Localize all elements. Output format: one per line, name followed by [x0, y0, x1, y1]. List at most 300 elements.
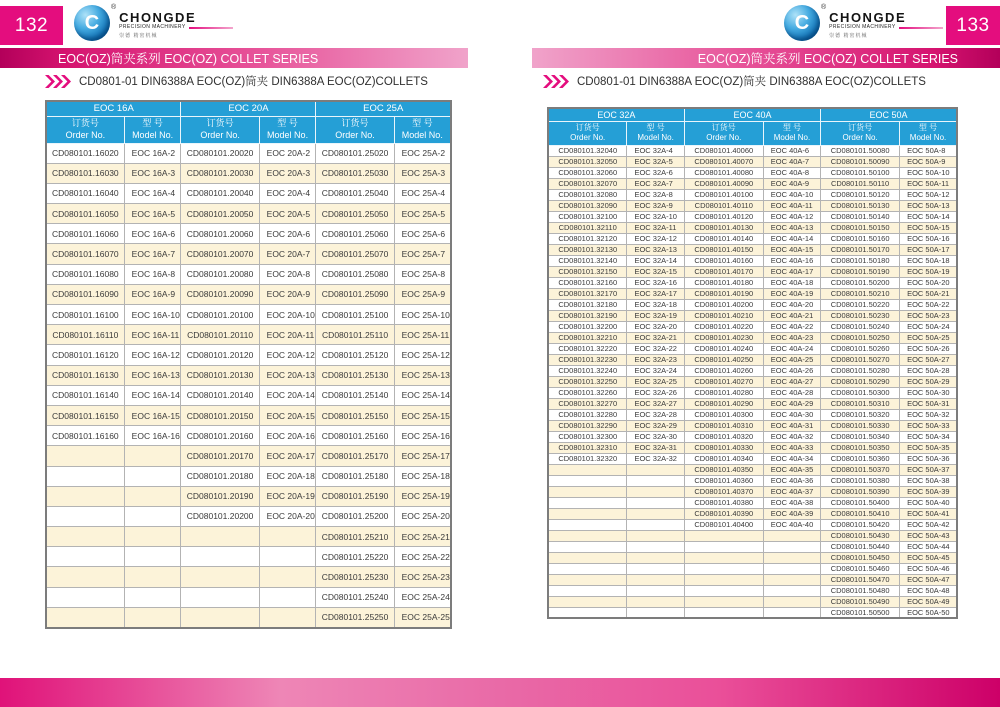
order-no-cell: CD080101.32070 [548, 178, 627, 189]
table-row [548, 332, 957, 343]
order-no-cell: CD080101.40380 [684, 497, 763, 508]
model-no-cell: EOC 16A-3 [124, 163, 181, 183]
order-no-cell: CD080101.50370 [821, 464, 900, 475]
order-no-cell: CD080101.50320 [821, 409, 900, 420]
order-no-cell: CD080101.50090 [821, 156, 900, 167]
order-no-cell: CD080101.40090 [684, 178, 763, 189]
order-no-cell: CD080101.32230 [548, 354, 627, 365]
model-column-header: 型 号 Model No. [627, 121, 684, 145]
order-no-cell: CD080101.20030 [181, 163, 259, 183]
logo-monogram: C [794, 11, 810, 34]
order-no-cell: CD080101.50480 [821, 585, 900, 596]
model-no-cell: EOC 50A-18 [900, 255, 957, 266]
model-no-cell: EOC 40A-21 [763, 310, 820, 321]
table-row [548, 453, 957, 464]
model-no-cell: EOC 32A-29 [627, 420, 684, 431]
order-no-cell: CD080101.20060 [181, 224, 259, 244]
model-no-cell [627, 508, 684, 519]
table-row [548, 365, 957, 376]
order-no-cell: CD080101.40210 [684, 310, 763, 321]
model-no-cell [627, 541, 684, 552]
table-row [548, 189, 957, 200]
model-no-cell: EOC 20A-13 [259, 365, 316, 385]
order-no-cell [684, 596, 763, 607]
model-no-cell: EOC 25A-18 [394, 466, 451, 486]
model-no-cell: EOC 50A-37 [900, 464, 957, 475]
order-no-cell: CD080101.50260 [821, 343, 900, 354]
model-no-cell: EOC 40A-24 [763, 343, 820, 354]
order-no-cell: CD080101.40110 [684, 200, 763, 211]
model-no-cell: EOC 25A-19 [394, 486, 451, 506]
model-no-cell: EOC 25A-12 [394, 345, 451, 365]
model-no-cell: EOC 20A-7 [259, 244, 316, 264]
order-no-cell [548, 497, 627, 508]
model-no-cell: EOC 40A-14 [763, 233, 820, 244]
table-row [548, 255, 957, 266]
order-no-cell: CD080101.32130 [548, 244, 627, 255]
collet-table [45, 100, 452, 629]
model-no-cell: EOC 25A-13 [394, 365, 451, 385]
order-no-cell: CD080101.50140 [821, 211, 900, 222]
table-row [46, 305, 451, 325]
order-no-cell: CD080101.50440 [821, 541, 900, 552]
table-row [548, 266, 957, 277]
model-no-cell [259, 527, 316, 547]
order-no-cell: CD080101.16130 [46, 365, 124, 385]
order-column-header: 订货号 Order No. [821, 121, 900, 145]
model-no-cell: EOC 32A-16 [627, 277, 684, 288]
model-no-cell [627, 585, 684, 596]
model-no-cell: EOC 40A-33 [763, 442, 820, 453]
model-no-cell: EOC 20A-11 [259, 325, 316, 345]
model-no-cell: EOC 25A-22 [394, 547, 451, 567]
registered-trademark-icon: ® [821, 4, 827, 11]
order-no-cell: CD080101.20110 [181, 325, 259, 345]
model-no-cell: EOC 50A-42 [900, 519, 957, 530]
table-row [548, 310, 957, 321]
model-no-cell: EOC 50A-23 [900, 310, 957, 321]
order-no-cell: CD080101.20050 [181, 204, 259, 224]
order-no-cell: CD080101.32300 [548, 431, 627, 442]
model-no-cell: EOC 25A-11 [394, 325, 451, 345]
order-no-cell [684, 541, 763, 552]
model-no-cell: EOC 50A-45 [900, 552, 957, 563]
model-no-cell [627, 552, 684, 563]
order-no-cell [548, 596, 627, 607]
order-no-cell: CD080101.16120 [46, 345, 124, 365]
model-no-cell: EOC 40A-9 [763, 178, 820, 189]
table-row [548, 574, 957, 585]
model-no-cell: EOC 50A-36 [900, 453, 957, 464]
model-no-cell [627, 486, 684, 497]
model-no-cell: EOC 32A-9 [627, 200, 684, 211]
order-no-cell [548, 464, 627, 475]
table-row [548, 497, 957, 508]
order-no-cell: CD080101.32140 [548, 255, 627, 266]
order-no-cell: CD080101.50500 [821, 607, 900, 618]
model-no-cell: EOC 50A-8 [900, 145, 957, 156]
table-row [46, 163, 451, 183]
model-no-cell: EOC 25A-15 [394, 405, 451, 425]
order-no-cell: CD080101.20090 [181, 284, 259, 304]
table-row [46, 385, 451, 405]
model-no-cell: EOC 50A-31 [900, 398, 957, 409]
logo-brand-name: CHONGDE [829, 10, 907, 25]
model-no-cell: EOC 40A-26 [763, 365, 820, 376]
order-no-cell: CD080101.50400 [821, 497, 900, 508]
model-no-cell: EOC 16A-6 [124, 224, 181, 244]
order-no-cell: CD080101.40320 [684, 431, 763, 442]
model-no-cell: EOC 32A-13 [627, 244, 684, 255]
order-no-cell: CD080101.25080 [316, 264, 394, 284]
model-no-cell: EOC 32A-32 [627, 453, 684, 464]
logo-text-block [119, 5, 232, 39]
table-row [548, 178, 957, 189]
order-no-cell [684, 563, 763, 574]
subtitle-text: CD0801-01 DIN6388A EOC(OZ)筒夹 DIN6388A EOC(OZ)COLLETS [79, 76, 428, 88]
order-no-cell: CD080101.32260 [548, 387, 627, 398]
collet-table-right [547, 107, 958, 619]
order-no-cell: CD080101.40220 [684, 321, 763, 332]
order-no-cell: CD080101.25160 [316, 426, 394, 446]
order-no-cell: CD080101.32120 [548, 233, 627, 244]
brand-logo-left [74, 5, 233, 41]
model-no-cell: EOC 50A-41 [900, 508, 957, 519]
order-no-cell: CD080101.25110 [316, 325, 394, 345]
footer-accent-bar [0, 678, 1000, 707]
table-row [46, 244, 451, 264]
table-row [46, 365, 451, 385]
model-no-cell: EOC 32A-23 [627, 354, 684, 365]
table-row [46, 547, 451, 567]
triple-chevron-icon [543, 75, 569, 88]
order-no-cell: CD080101.50280 [821, 365, 900, 376]
order-no-cell: CD080101.50190 [821, 266, 900, 277]
table-row [548, 200, 957, 211]
order-no-cell: CD080101.40130 [684, 222, 763, 233]
model-no-cell: EOC 32A-27 [627, 398, 684, 409]
model-no-cell: EOC 50A-12 [900, 189, 957, 200]
registered-trademark-icon: ® [111, 4, 117, 11]
model-no-cell: EOC 32A-8 [627, 189, 684, 200]
model-no-cell: EOC 40A-7 [763, 156, 820, 167]
order-no-cell: CD080101.32190 [548, 310, 627, 321]
order-no-cell: CD080101.25230 [316, 567, 394, 587]
model-no-cell: EOC 25A-7 [394, 244, 451, 264]
order-no-cell [46, 486, 124, 506]
order-no-cell: CD080101.20130 [181, 365, 259, 385]
model-no-cell: EOC 20A-3 [259, 163, 316, 183]
model-no-cell: EOC 16A-14 [124, 385, 181, 405]
model-column-header: 型 号 Model No. [394, 116, 451, 143]
order-no-cell: CD080101.50460 [821, 563, 900, 574]
series-title-bar-left: EOC(OZ)筒夹系列 EOC(OZ) COLLET SERIES [0, 48, 468, 68]
model-no-cell: EOC 25A-2 [394, 143, 451, 163]
order-no-cell: CD080101.25050 [316, 204, 394, 224]
series-group-header: EOC 50A [821, 108, 957, 121]
model-no-cell: EOC 32A-14 [627, 255, 684, 266]
table-row [548, 376, 957, 387]
model-no-cell: EOC 32A-7 [627, 178, 684, 189]
logo-monogram: C [84, 11, 100, 34]
logo-globe-icon [74, 5, 110, 41]
model-no-cell: EOC 20A-9 [259, 284, 316, 304]
table-row [46, 264, 451, 284]
model-no-cell: EOC 40A-25 [763, 354, 820, 365]
model-no-cell: EOC 20A-6 [259, 224, 316, 244]
model-no-cell: EOC 32A-24 [627, 365, 684, 376]
logo-chinese-name: 崇德 精密机械 [119, 33, 158, 39]
model-no-cell: EOC 50A-25 [900, 332, 957, 343]
table-row [548, 387, 957, 398]
order-no-cell: CD080101.25250 [316, 607, 394, 627]
model-no-cell: EOC 25A-25 [394, 607, 451, 627]
logo-tagline: PRECISION MACHINERY [829, 24, 896, 30]
order-no-cell: CD080101.25040 [316, 183, 394, 203]
order-no-cell: CD080101.50410 [821, 508, 900, 519]
order-no-cell [684, 607, 763, 618]
model-no-cell: EOC 50A-13 [900, 200, 957, 211]
model-no-cell: EOC 32A-20 [627, 321, 684, 332]
model-no-cell: EOC 40A-20 [763, 299, 820, 310]
order-no-cell: CD080101.40300 [684, 409, 763, 420]
table-row [548, 585, 957, 596]
model-no-cell: EOC 50A-39 [900, 486, 957, 497]
order-no-cell: CD080101.32180 [548, 299, 627, 310]
model-no-cell: EOC 16A-16 [124, 426, 181, 446]
order-no-cell: CD080101.20180 [181, 466, 259, 486]
table-row [46, 204, 451, 224]
order-no-cell: CD080101.32240 [548, 365, 627, 376]
model-no-cell: EOC 40A-12 [763, 211, 820, 222]
order-no-cell: CD080101.20170 [181, 446, 259, 466]
model-no-cell: EOC 32A-10 [627, 211, 684, 222]
order-no-cell: CD080101.40250 [684, 354, 763, 365]
order-column-header: 订货号 Order No. [46, 116, 124, 143]
model-no-cell: EOC 20A-8 [259, 264, 316, 284]
order-no-cell: CD080101.50080 [821, 145, 900, 156]
model-no-cell: EOC 40A-39 [763, 508, 820, 519]
order-no-cell [46, 446, 124, 466]
model-no-cell [627, 464, 684, 475]
model-no-cell [124, 486, 181, 506]
order-no-cell: CD080101.32270 [548, 398, 627, 409]
model-no-cell: EOC 16A-4 [124, 183, 181, 203]
model-no-cell: EOC 20A-15 [259, 405, 316, 425]
order-no-cell: CD080101.20070 [181, 244, 259, 264]
order-no-cell: CD080101.50130 [821, 200, 900, 211]
model-no-cell: EOC 40A-17 [763, 266, 820, 277]
order-no-cell: CD080101.50310 [821, 398, 900, 409]
model-no-cell [259, 567, 316, 587]
order-no-cell [684, 530, 763, 541]
order-no-cell: CD080101.50120 [821, 189, 900, 200]
order-no-cell: CD080101.40240 [684, 343, 763, 354]
model-no-cell: EOC 50A-30 [900, 387, 957, 398]
order-no-cell: CD080101.50270 [821, 354, 900, 365]
table-row [46, 345, 451, 365]
order-no-cell [548, 585, 627, 596]
model-no-cell: EOC 40A-38 [763, 497, 820, 508]
model-no-cell [124, 466, 181, 486]
brand-logo-right [784, 5, 943, 41]
model-no-cell: EOC 40A-18 [763, 277, 820, 288]
model-no-cell: EOC 50A-22 [900, 299, 957, 310]
model-no-cell: EOC 20A-4 [259, 183, 316, 203]
model-no-cell: EOC 50A-26 [900, 343, 957, 354]
table-row [548, 552, 957, 563]
order-no-cell: CD080101.50290 [821, 376, 900, 387]
page-number-left: 132 [0, 6, 63, 45]
table-row [548, 607, 957, 618]
order-no-cell [548, 475, 627, 486]
model-no-cell: EOC 40A-19 [763, 288, 820, 299]
model-column-header: 型 号 Model No. [900, 121, 957, 145]
order-no-cell: CD080101.25190 [316, 486, 394, 506]
model-no-cell [763, 530, 820, 541]
order-no-cell: CD080101.20040 [181, 183, 259, 203]
order-no-cell: CD080101.25220 [316, 547, 394, 567]
order-no-cell: CD080101.50420 [821, 519, 900, 530]
table-row [548, 222, 957, 233]
table-row [548, 596, 957, 607]
order-no-cell: CD080101.25180 [316, 466, 394, 486]
section-subtitle-right [543, 73, 926, 89]
table-row [46, 466, 451, 486]
order-no-cell: CD080101.32210 [548, 332, 627, 343]
model-no-cell [627, 519, 684, 530]
collet-table-left [45, 100, 452, 629]
order-no-cell: CD080101.40310 [684, 420, 763, 431]
table-row [548, 431, 957, 442]
model-no-cell: EOC 32A-19 [627, 310, 684, 321]
order-no-cell: CD080101.16140 [46, 385, 124, 405]
order-no-cell [181, 547, 259, 567]
model-no-cell: EOC 50A-43 [900, 530, 957, 541]
order-no-cell: CD080101.40260 [684, 365, 763, 376]
series-group-header: EOC 16A [46, 101, 181, 116]
table-row [548, 442, 957, 453]
order-no-cell: CD080101.50470 [821, 574, 900, 585]
logo-chinese-name: 崇德 精密机械 [829, 33, 868, 39]
model-no-cell [124, 527, 181, 547]
order-no-cell: CD080101.25170 [316, 446, 394, 466]
order-no-cell: CD080101.20120 [181, 345, 259, 365]
model-no-cell: EOC 50A-47 [900, 574, 957, 585]
order-no-cell: CD080101.32060 [548, 167, 627, 178]
table-row [548, 354, 957, 365]
order-no-cell: CD080101.32310 [548, 442, 627, 453]
order-no-cell: CD080101.50250 [821, 332, 900, 343]
order-no-cell: CD080101.20150 [181, 405, 259, 425]
table-row [548, 519, 957, 530]
model-no-cell: EOC 20A-19 [259, 486, 316, 506]
model-no-cell: EOC 40A-30 [763, 409, 820, 420]
model-no-cell [627, 563, 684, 574]
model-no-cell: EOC 16A-15 [124, 405, 181, 425]
order-no-cell: CD080101.25070 [316, 244, 394, 264]
model-no-cell: EOC 16A-11 [124, 325, 181, 345]
model-no-cell [763, 596, 820, 607]
model-no-cell: EOC 32A-11 [627, 222, 684, 233]
table-row [548, 145, 957, 156]
table-row [46, 405, 451, 425]
collet-table [547, 107, 958, 619]
order-no-cell: CD080101.16090 [46, 284, 124, 304]
order-no-cell: CD080101.50450 [821, 552, 900, 563]
order-no-cell: CD080101.50100 [821, 167, 900, 178]
order-no-cell: CD080101.50390 [821, 486, 900, 497]
model-no-cell: EOC 40A-8 [763, 167, 820, 178]
order-no-cell: CD080101.16110 [46, 325, 124, 345]
order-no-cell: CD080101.50380 [821, 475, 900, 486]
order-no-cell [46, 527, 124, 547]
model-no-cell: EOC 25A-17 [394, 446, 451, 466]
logo-accent-line [189, 27, 233, 29]
order-no-cell: CD080101.50220 [821, 299, 900, 310]
section-subtitle-left [45, 73, 428, 89]
model-no-cell: EOC 50A-38 [900, 475, 957, 486]
order-no-cell [548, 574, 627, 585]
table-row [46, 426, 451, 446]
order-no-cell: CD080101.40350 [684, 464, 763, 475]
model-no-cell [627, 475, 684, 486]
order-no-cell [46, 506, 124, 526]
order-no-cell: CD080101.50170 [821, 244, 900, 255]
model-no-cell: EOC 25A-20 [394, 506, 451, 526]
model-no-cell: EOC 50A-24 [900, 321, 957, 332]
order-no-cell: CD080101.40180 [684, 277, 763, 288]
order-no-cell: CD080101.40400 [684, 519, 763, 530]
order-no-cell [46, 466, 124, 486]
table-row [46, 325, 451, 345]
model-no-cell: EOC 32A-5 [627, 156, 684, 167]
order-no-cell [46, 547, 124, 567]
order-column-header: 订货号 Order No. [181, 116, 259, 143]
model-no-cell: EOC 40A-22 [763, 321, 820, 332]
order-no-cell: CD080101.50150 [821, 222, 900, 233]
model-no-cell: EOC 40A-37 [763, 486, 820, 497]
model-no-cell: EOC 40A-28 [763, 387, 820, 398]
model-no-cell: EOC 16A-5 [124, 204, 181, 224]
order-no-cell: CD080101.40100 [684, 189, 763, 200]
order-no-cell: CD080101.32090 [548, 200, 627, 211]
order-no-cell: CD080101.16060 [46, 224, 124, 244]
model-no-cell: EOC 32A-22 [627, 343, 684, 354]
model-no-cell [124, 547, 181, 567]
model-no-cell: EOC 20A-18 [259, 466, 316, 486]
table-row [46, 183, 451, 203]
model-no-cell [124, 587, 181, 607]
table-row [548, 343, 957, 354]
model-no-cell: EOC 32A-21 [627, 332, 684, 343]
model-no-cell: EOC 25A-3 [394, 163, 451, 183]
model-no-cell: EOC 50A-17 [900, 244, 957, 255]
model-no-cell [259, 607, 316, 627]
order-no-cell: CD080101.40060 [684, 145, 763, 156]
triple-chevron-icon [45, 75, 71, 88]
order-no-cell: CD080101.40160 [684, 255, 763, 266]
order-column-header: 订货号 Order No. [316, 116, 394, 143]
model-no-cell: EOC 50A-35 [900, 442, 957, 453]
model-no-cell: EOC 25A-4 [394, 183, 451, 203]
order-no-cell [181, 567, 259, 587]
order-no-cell [548, 486, 627, 497]
table-row [46, 506, 451, 526]
model-no-cell: EOC 25A-24 [394, 587, 451, 607]
model-no-cell: EOC 32A-28 [627, 409, 684, 420]
model-no-cell [763, 607, 820, 618]
